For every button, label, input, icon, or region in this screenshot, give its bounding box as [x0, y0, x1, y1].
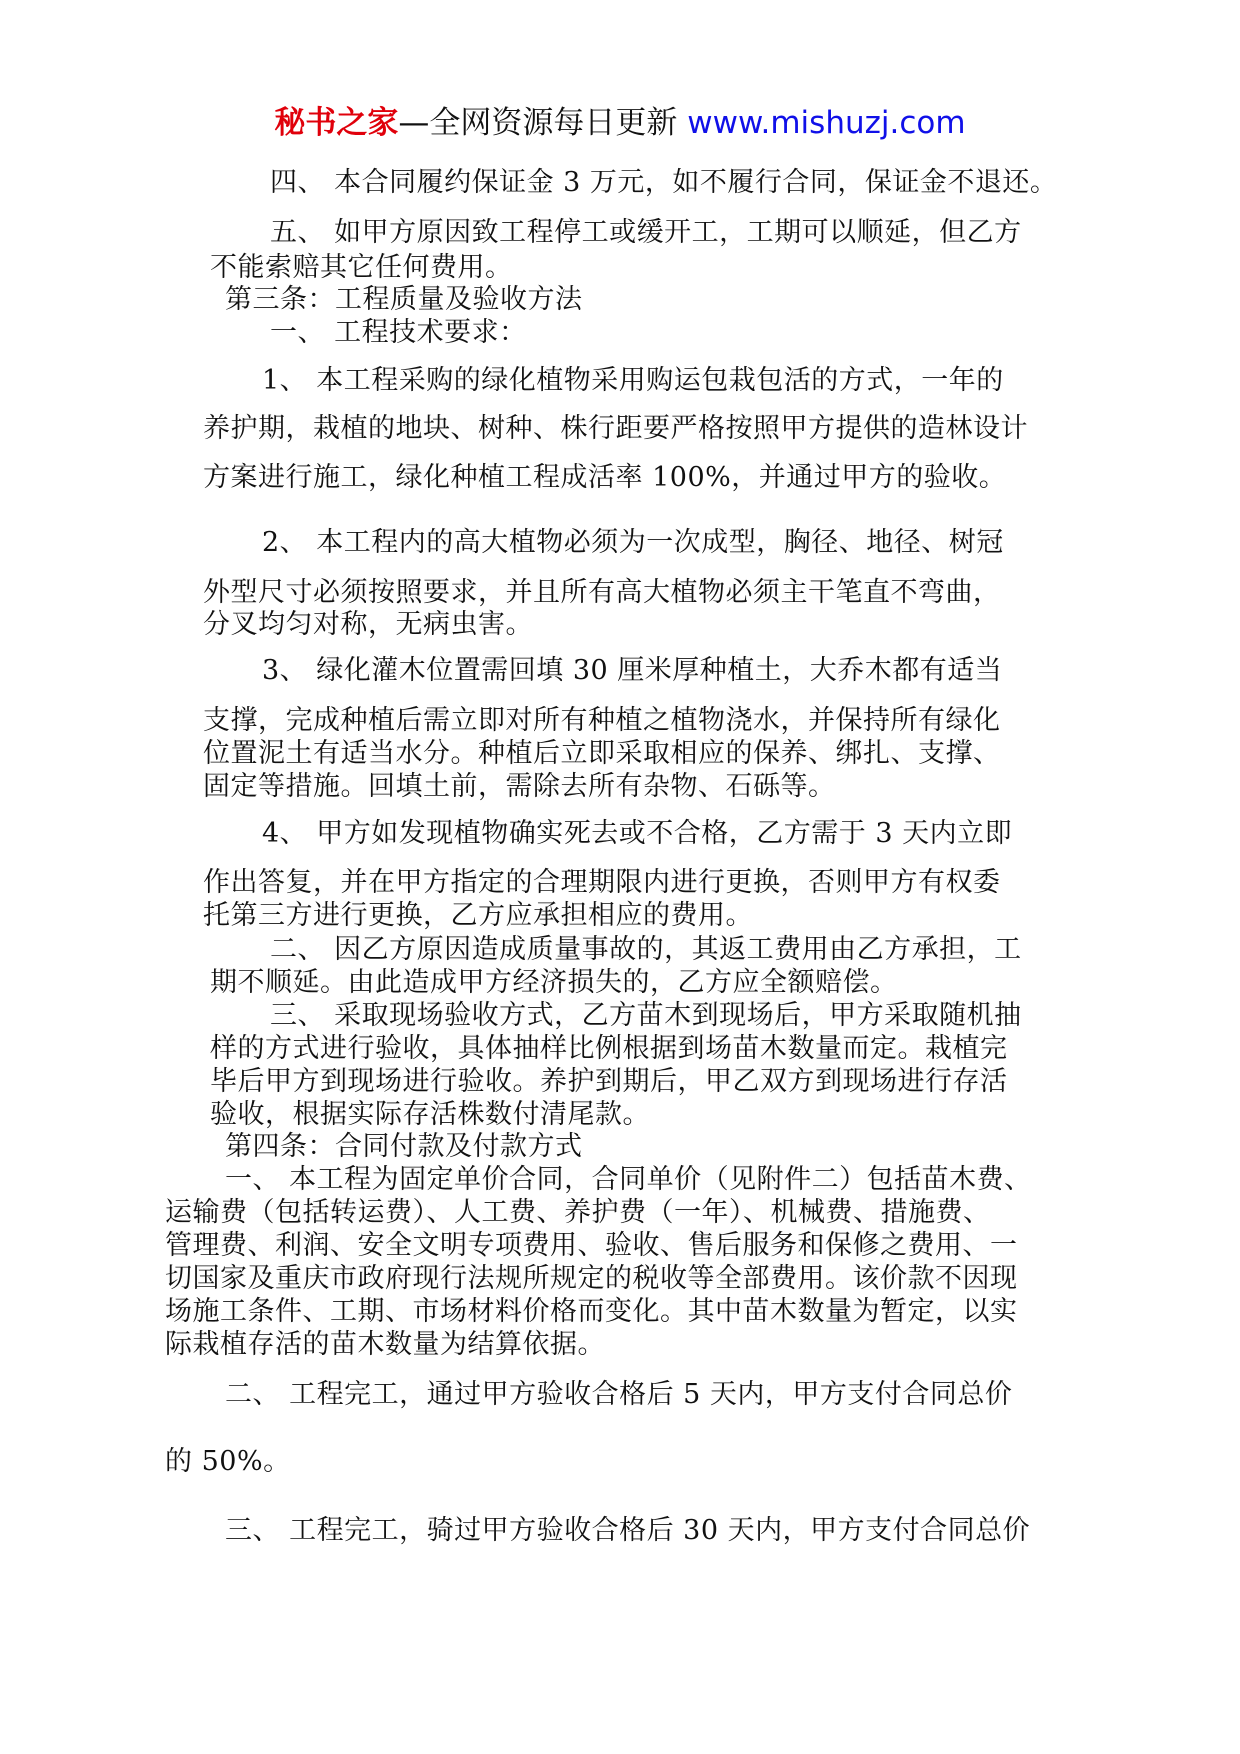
- text-line: 五、 如甲方原因致工程停工或缓开工，工期可以顺延，但乙方: [270, 217, 1022, 248]
- text-line: 固定等措施。回填土前，需除去所有杂物、石砾等。: [203, 771, 836, 802]
- text-line: 管理费、利润、安全文明专项费用、验收、售后服务和保修之费用、一: [165, 1230, 1018, 1261]
- text-line: 4、 甲方如发现植物确实死去或不合格，乙方需于 3 天内立即: [262, 818, 1013, 849]
- text-line: 支撑，完成种植后需立即对所有种植之植物浇水，并保持所有绿化: [203, 705, 1001, 736]
- text-line: 方案进行施工，绿化种植工程成活率 100%，并通过甲方的验收。: [203, 462, 1007, 493]
- text-line: 一、 工程技术要求：: [270, 317, 527, 348]
- text-line: 1、 本工程采购的绿化植物采用购运包栽包活的方式，一年的: [262, 365, 1004, 396]
- text-line: 的 50%。: [165, 1446, 291, 1477]
- text-line: 外型尺寸必须按照要求，并且所有高大植物必须主干笔直不弯曲，: [203, 577, 1001, 608]
- site-url[interactable]: www.mishuzj.com: [687, 105, 966, 141]
- text-line: 期不顺延。由此造成甲方经济损失的，乙方应全额赔偿。: [210, 967, 898, 998]
- text-line: 分叉均匀对称，无病虫害。: [203, 609, 533, 640]
- text-line: 养护期，栽植的地块、树种、株行距要严格按照甲方提供的造林设计: [203, 413, 1028, 444]
- text-line: 运输费（包括转运费）、人工费、养护费（一年）、机械费、措施费、: [165, 1197, 991, 1228]
- text-line: 三、 采取现场验收方式，乙方苗木到现场后，甲方采取随机抽: [270, 1000, 1022, 1031]
- text-line: 场施工条件、工期、市场材料价格而变化。其中苗木数量为暂定，以实: [165, 1296, 1018, 1327]
- text-line: 3、 绿化灌木位置需回填 30 厘米厚种植土，大乔木都有适当: [262, 655, 1003, 686]
- text-line: 作出答复，并在甲方指定的合理期限内进行更换，否则甲方有权委: [203, 867, 1001, 898]
- text-line: 不能索赔其它任何费用。: [210, 252, 513, 283]
- text-line: 位置泥土有适当水分。种植后立即采取相应的保养、绑扎、支撑、: [203, 738, 1001, 769]
- site-tagline: —全网资源每日更新: [398, 105, 678, 141]
- text-line: 三、 工程完工，骑过甲方验收合格后 30 天内，甲方支付合同总价: [225, 1515, 1031, 1546]
- site-header: [0, 98, 1240, 148]
- text-line: 切国家及重庆市政府现行法规所规定的税收等全部费用。该价款不因现: [165, 1263, 1018, 1294]
- text-line: 四、 本合同履约保证金 3 万元，如不履行合同，保证金不退还。: [270, 167, 1058, 198]
- text-line: 际栽植存活的苗木数量为结算依据。: [165, 1329, 605, 1360]
- text-line: 托第三方进行更换，乙方应承担相应的费用。: [203, 900, 753, 931]
- text-line: 验收，根据实际存活株数付清尾款。: [210, 1099, 650, 1130]
- text-line: 二、 工程完工，通过甲方验收合格后 5 天内，甲方支付合同总价: [225, 1379, 1013, 1410]
- text-line: 样的方式进行验收，具体抽样比例根据到场苗木数量而定。栽植完: [210, 1033, 1008, 1064]
- section-heading: 第四条：合同付款及付款方式: [225, 1131, 583, 1162]
- section-heading: 第三条：工程质量及验收方法: [225, 284, 583, 315]
- site-brand: 秘书之家: [274, 105, 399, 141]
- text-line: 毕后甲方到现场进行验收。养护到期后，甲乙双方到现场进行存活: [210, 1066, 1008, 1097]
- text-line: 2、 本工程内的高大植物必须为一次成型，胸径、地径、树冠: [262, 527, 1004, 558]
- text-line: 一、 本工程为固定单价合同，合同单价（见附件二）包括苗木费、: [225, 1164, 1032, 1195]
- text-line: 二、 因乙方原因造成质量事故的，其返工费用由乙方承担，工: [270, 934, 1022, 965]
